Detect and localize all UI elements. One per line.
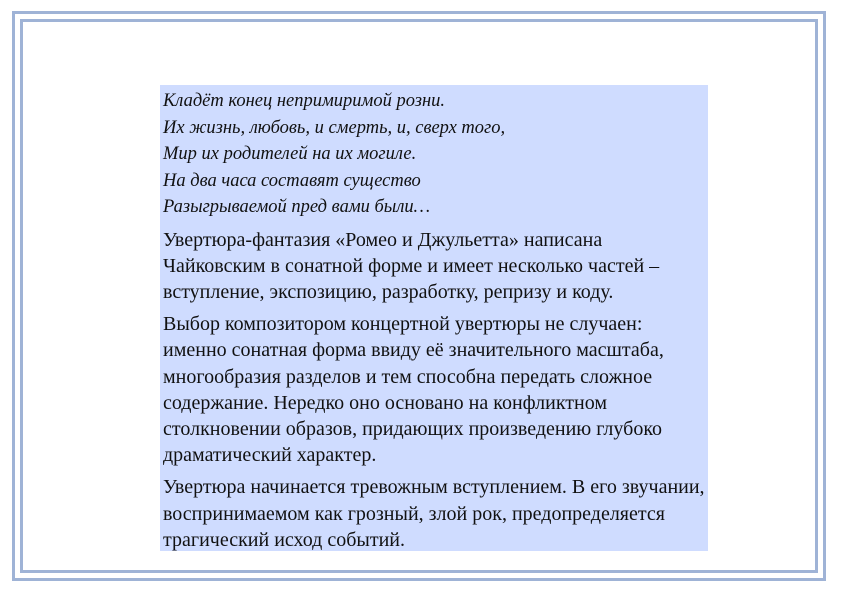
poem-line: Разыгрываемой пред вами были…	[163, 197, 431, 217]
poem-line: Их жизнь, любовь, и смерть, и, сверх того,	[163, 117, 506, 138]
paragraph-introduction: Увертюра начинается тревожным вступлением. В его звучании, воспринимаемом как грозный, злой рок, предопределяется трагический исход событий.	[163, 476, 705, 551]
text-box	[160, 85, 708, 551]
poem-line: На два часа составят существо	[163, 170, 421, 191]
poem-line: Кладёт конец непримиримой розни.	[163, 91, 445, 111]
poem-line: Мир их родителей на их могиле.	[163, 144, 417, 164]
paragraph-overture-form: Увертюра-фантазия «Ромео и Джульетта» написана Чайковским в сонатной форме и имеет несколько частей – вступление, экспозицию, разработку, репризу и коду.	[163, 228, 660, 303]
poem-quote	[163, 88, 706, 221]
paragraph-sonata-choice: Выбор композитором концертной увертюры не случаен: именно сонатная форма ввиду её значительного масштаба, многообразия разделов и тем способна передать сложное содержание. Нередко оно основано на конфликтном столкновении образов, придающих произведению глубоко драматический характер.	[163, 313, 664, 467]
